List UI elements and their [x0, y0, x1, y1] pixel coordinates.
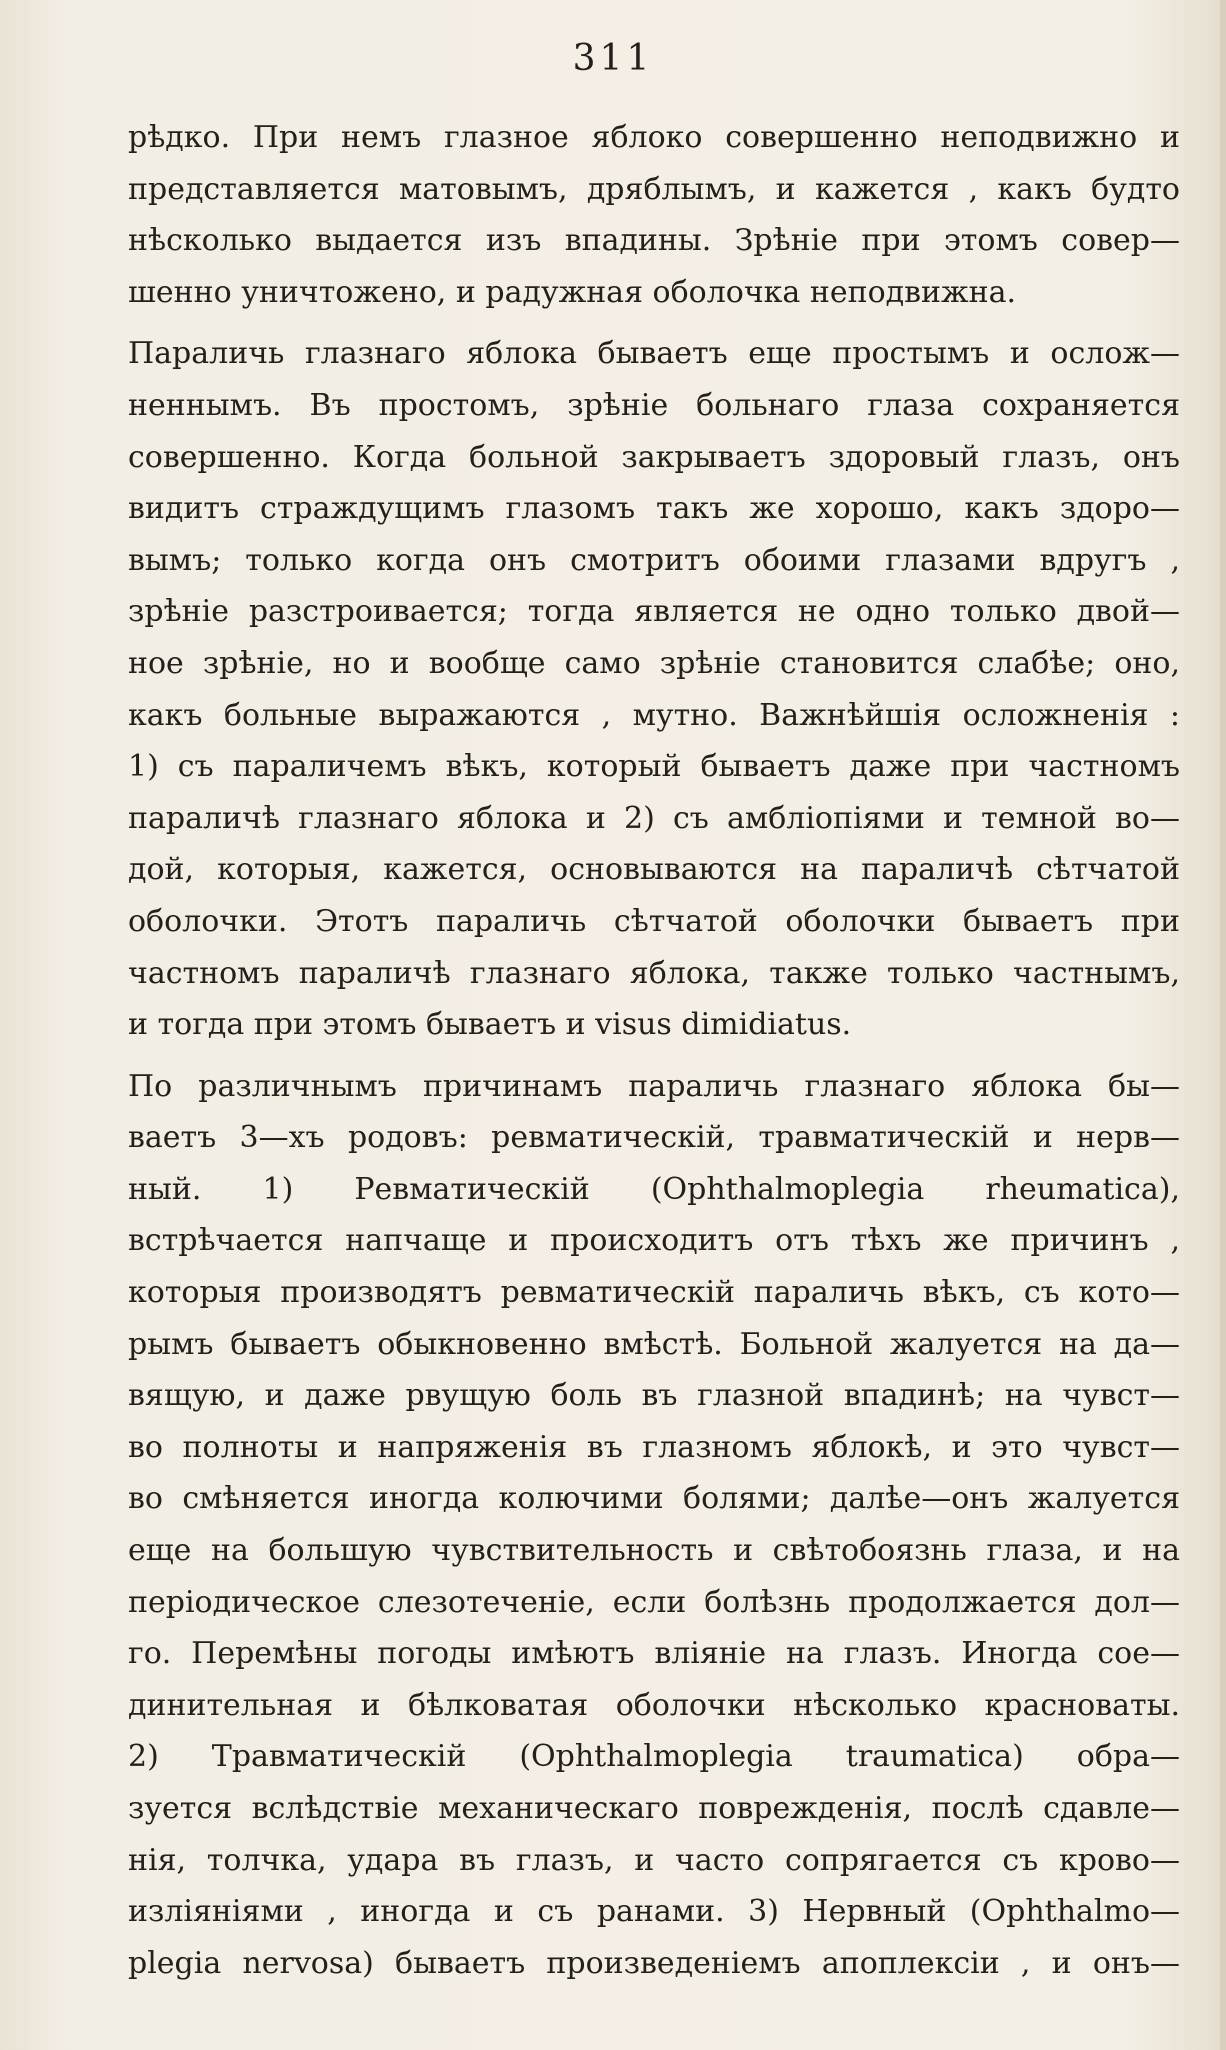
text-line: вящую, и даже рвущую боль въ глазной впадинѣ; на чувст— [128, 1378, 1180, 1414]
text-line: нія, толчка, удара въ глазъ, и часто сопрягается съ крово— [128, 1842, 1180, 1878]
text-line: По различнымъ причинамъ параличь глазнаго яблока бы— [128, 1068, 1180, 1104]
text-line: частномъ параличѣ глазнаго яблока, также только частнымъ, [128, 955, 1180, 991]
text-line: 2) Травматическій (Ophthalmoplegia traumatica) обра— [128, 1739, 1180, 1775]
text-line: зрѣніе разстроивается; тогда является не одно только двой— [128, 594, 1180, 630]
text-line: еще на большую чувствительность и свѣтобоязнь глаза, и на [128, 1533, 1180, 1569]
text-line: видитъ страждущимъ глазомъ такъ же хорошо, какъ здоро— [128, 491, 1180, 527]
text-line: встрѣчается напчаще и происходитъ отъ тѣхъ же причинъ , [128, 1223, 1180, 1259]
text-line: Параличь глазнаго яблока бываетъ еще простымъ и ослож— [128, 336, 1180, 372]
text-line: шенно уничтожено, и радужная оболочка неподвижна. [128, 274, 1017, 310]
text-line: во смѣняется иногда колючими болями; далѣе—онъ жалуется [128, 1481, 1180, 1517]
text-line: динительная и бѣлковатая оболочки нѣсколько красноваты. [128, 1687, 1180, 1723]
text-line: какъ больные выражаются , мутно. Важнѣйшія осложненія : [128, 697, 1180, 733]
page-number: 311 [572, 38, 654, 79]
text-line: рѣдко. При немъ глазное яблоко совершенно неподвижно и [128, 120, 1180, 155]
text-line: ное зрѣніе, но и вообще само зрѣніе становится слабѣе; оно, [128, 645, 1180, 681]
body-text [128, 112, 1180, 1989]
text-line: совершенно. Когда больной закрываетъ здоровый глазъ, онъ [128, 439, 1180, 475]
text-line: оболочки. Этотъ параличь сѣтчатой оболочки бываетъ при [128, 903, 1180, 939]
text-line: параличѣ глазнаго яблока и 2) съ амбліопіями и темной во— [128, 800, 1180, 836]
text-line: го. Перемѣны погоды имѣютъ вліяніе на глазъ. Иногда сое— [128, 1636, 1180, 1672]
text-line: ваетъ 3—хъ родовъ: ревматическій, травматическій и нерв— [128, 1120, 1180, 1156]
text-line: во полноты и напряженія въ глазномъ яблокѣ, и это чувст— [128, 1429, 1180, 1465]
text-line: нѣсколько выдается изъ впадины. Зрѣніе при этомъ совер— [128, 223, 1180, 259]
text-line: вымъ; только когда онъ смотритъ обоими глазами вдругъ , [128, 542, 1180, 578]
text-line: изліяніями , иногда и съ ранами. 3) Нервный (Ophthalmo— [128, 1894, 1180, 1930]
text-line: представляется матовымъ, дряблымъ, и кажется , какъ будто [128, 171, 1180, 207]
text-line: ный. 1) Ревматическій (Ophthalmoplegia rheumatica), [128, 1171, 1180, 1207]
text-line: 1) съ параличемъ вѣкъ, который бываетъ даже при частномъ [128, 749, 1180, 785]
text-line: неннымъ. Въ простомъ, зрѣніе больнаго глаза сохраняется [128, 387, 1180, 423]
text-line: періодическое слезотеченіе, если болѣзнь продолжается дол— [128, 1584, 1180, 1620]
text-line: и тогда при этомъ бываетъ и visus dimidiatus. [128, 1007, 852, 1043]
text-line: рымъ бываетъ обыкновенно вмѣстѣ. Больной жалуется на да— [128, 1326, 1180, 1362]
text-line: зуется вслѣдствіе механическаго поврежденія, послѣ сдавле— [128, 1791, 1180, 1826]
text-line: дой, которыя, кажется, основываются на параличѣ сѣтчатой [128, 852, 1180, 888]
text-line: plegia nervosa) бываетъ произведеніемъ апоплексіи , и онъ— [128, 1945, 1180, 1981]
text-line: которыя производятъ ревматическій параличь вѣкъ, съ кото— [128, 1275, 1180, 1311]
